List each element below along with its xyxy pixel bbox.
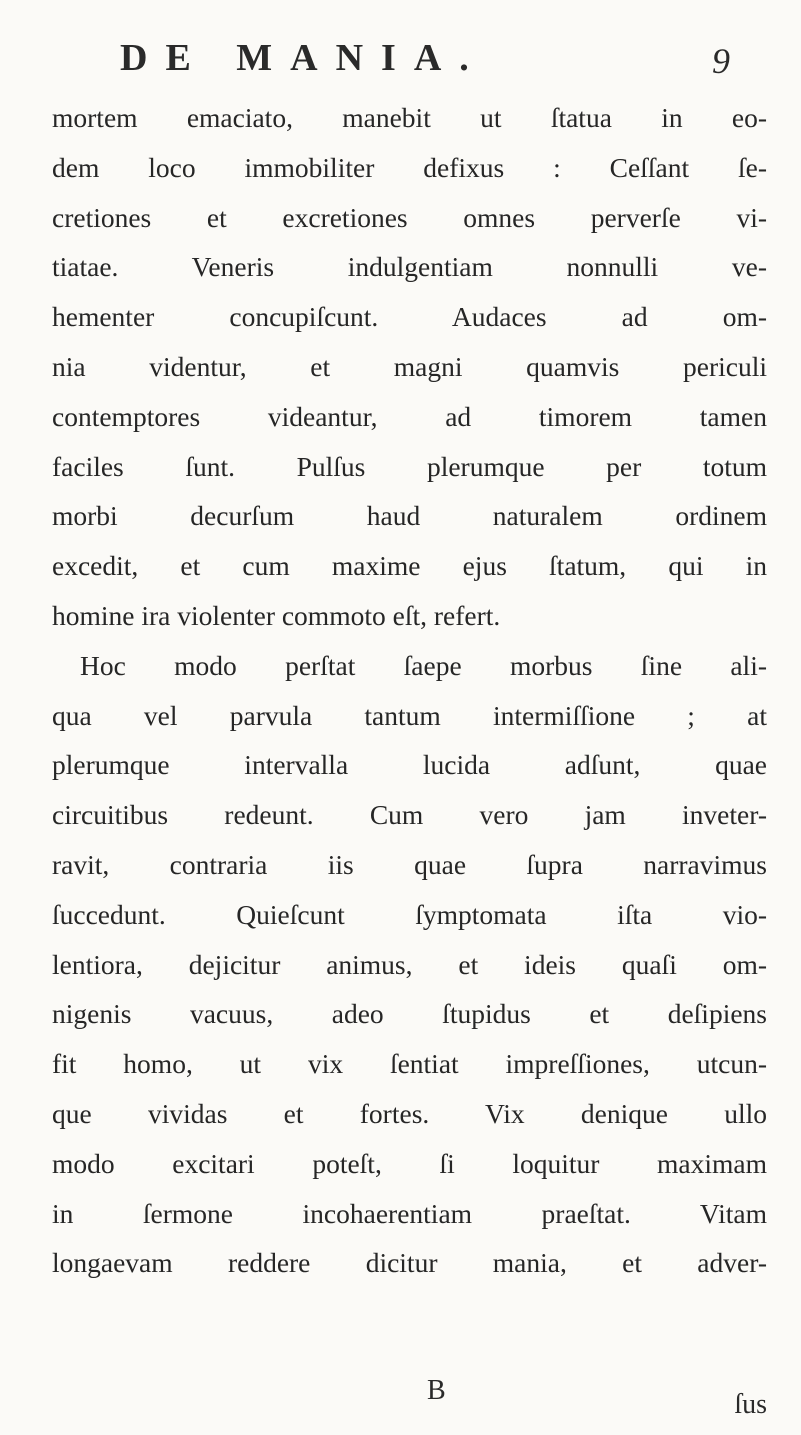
running-title: DE MANIA. [120,37,487,79]
text-line: in ſermone incohaerentiam praeſtat. Vitam [52,1197,767,1229]
catchword: ſus [734,1389,767,1420]
text-line: nigenis vacuus, adeo ſtupidus et deſipiens [52,998,767,1030]
text-line: fit homo, ut vix ſentiat impreſſiones, utcun- [52,1048,767,1080]
page-footer [52,1375,767,1425]
paragraph-start-line: Hoc modo perſtat ſaepe morbus ſine ali- [80,649,767,681]
text-line: excedit, et cum maxime ejus ſtatum, qui in [52,550,767,582]
text-line: tiatae. Veneris indulgentiam nonnulli ve- [52,251,767,283]
text-line: faciles ſunt. Pulſus plerumque per totum [52,450,767,482]
text-line: qua vel parvula tantum intermiſſione ; at [52,699,767,731]
text-line: modo excitari poteſt, ſi loquitur maximam [52,1147,767,1179]
signature-mark: B [427,1375,446,1406]
text-line: ſuccedunt. Quieſcunt ſymptomata iſta vio- [52,898,767,930]
page-header [120,36,730,96]
text-line: contemptores videantur, ad timorem tamen [52,400,767,432]
page-number: 9 [712,41,730,81]
text-line: cretiones et excretiones omnes perverſe vi- [52,201,767,233]
text-line: morbi decurſum haud naturalem ordinem [52,500,767,532]
text-line: homine ira violenter commoto eſt, refert. [52,599,501,631]
text-line: circuitibus redeunt. Cum vero jam inveter- [52,799,767,831]
text-line: hementer concupiſcunt. Audaces ad om- [52,301,767,333]
text-line: nia videntur, et magni quamvis periculi [52,350,767,382]
text-line: longaevam reddere dicitur mania, et adver- [52,1247,767,1279]
text-line: plerumque intervalla lucida adſunt, quae [52,749,767,781]
text-line: dem loco immobiliter defixus : Ceſſant ſe- [52,151,767,183]
text-line: que vividas et fortes. Vix denique ullo [52,1097,767,1129]
text-line: ravit, contraria iis quae ſupra narravimus [52,848,767,880]
text-line: mortem emaciato, manebit ut ſtatua in eo- [52,102,767,133]
text-line: lentiora, dejicitur animus, et ideis quaſi om- [52,948,767,980]
body-text [52,93,767,1288]
